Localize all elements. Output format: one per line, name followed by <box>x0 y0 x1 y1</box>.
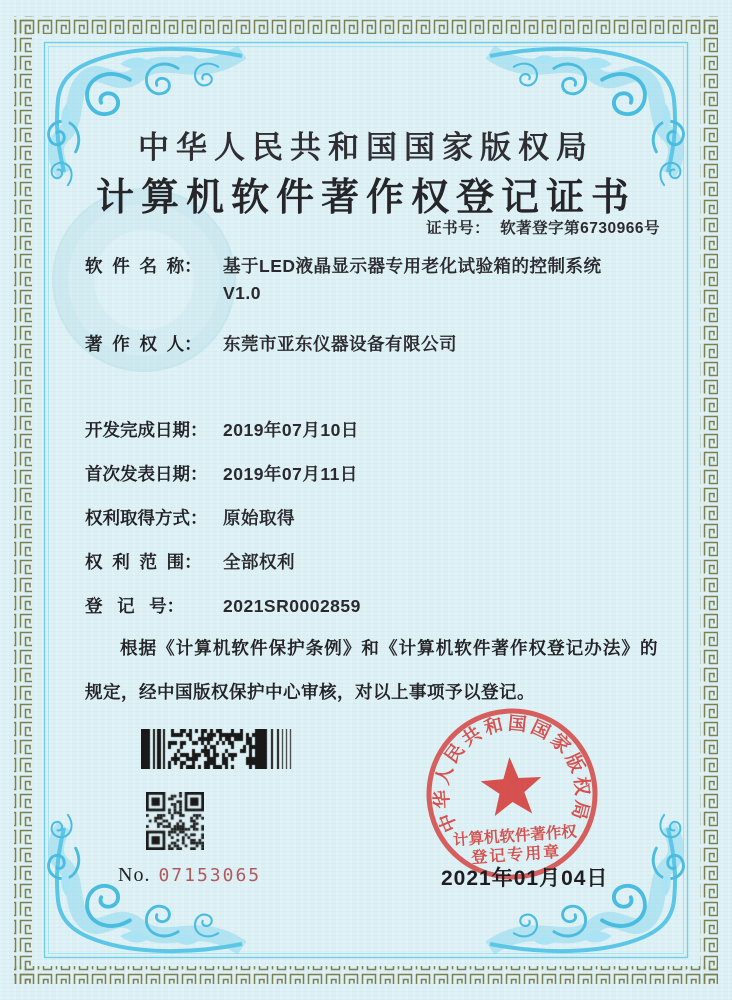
field-label: 权 利 范 围： <box>85 552 202 572</box>
star-icon <box>479 755 544 817</box>
serial-number: 07153065 <box>158 865 262 886</box>
field-value <box>223 253 602 307</box>
field-value: 东莞市亚东仪器设备有限公司 <box>223 334 457 354</box>
field-value: 2019年07月10日 <box>223 420 359 440</box>
software-version: V1.0 <box>223 283 261 303</box>
field-label: 著 作 权 人： <box>85 334 202 354</box>
field-acquisition-method <box>85 505 295 532</box>
field-first-publish-date <box>85 461 358 488</box>
field-value: 2021SR0002859 <box>223 596 361 616</box>
certificate-number-value: 软著登字第6730966号 <box>500 220 660 237</box>
field-software-name <box>85 253 602 307</box>
certificate-number-label: 证书号： <box>426 220 491 237</box>
seal-ring-text: 中华人民共和国国家版权局 <box>432 714 592 835</box>
serial-number-line <box>118 864 261 887</box>
field-label: 权利取得方式： <box>85 508 208 528</box>
pdf417-barcode <box>141 729 297 769</box>
certificate-title: 计算机软件著作权登记证书 <box>95 177 636 219</box>
registration-statement: 根据《计算机软件保护条例》和《计算机软件著作权登记办法》的规定，经中国版权保护中心审核，对以上事项予以登记。 <box>85 638 658 702</box>
field-label: 登 记 号： <box>85 596 185 616</box>
seal-line2: 登记专用章 <box>470 843 562 867</box>
seal-line1: 计算机软件著作权 <box>452 823 578 850</box>
certificate-number-line <box>426 216 660 238</box>
field-dev-complete-date <box>85 417 359 444</box>
field-label: 首次发表日期： <box>85 464 208 484</box>
software-name: 基于LED液晶显示器专用老化试验箱的控制系统 <box>223 256 602 276</box>
serial-label: No. <box>118 864 151 886</box>
field-copyright-owner <box>85 331 457 358</box>
qr-code <box>146 792 204 850</box>
field-label: 软 件 名 称： <box>85 256 202 276</box>
field-value: 原始取得 <box>223 508 295 528</box>
field-rights-scope <box>85 549 295 576</box>
field-value: 全部权利 <box>223 552 295 572</box>
field-label: 开发完成日期： <box>85 420 208 440</box>
field-registration-number <box>85 593 361 620</box>
issue-date: 2021年01月04日 <box>441 867 609 890</box>
field-value: 2019年07月11日 <box>223 464 358 484</box>
issuer-title: 中华人民共和国国家版权局 <box>138 130 594 165</box>
